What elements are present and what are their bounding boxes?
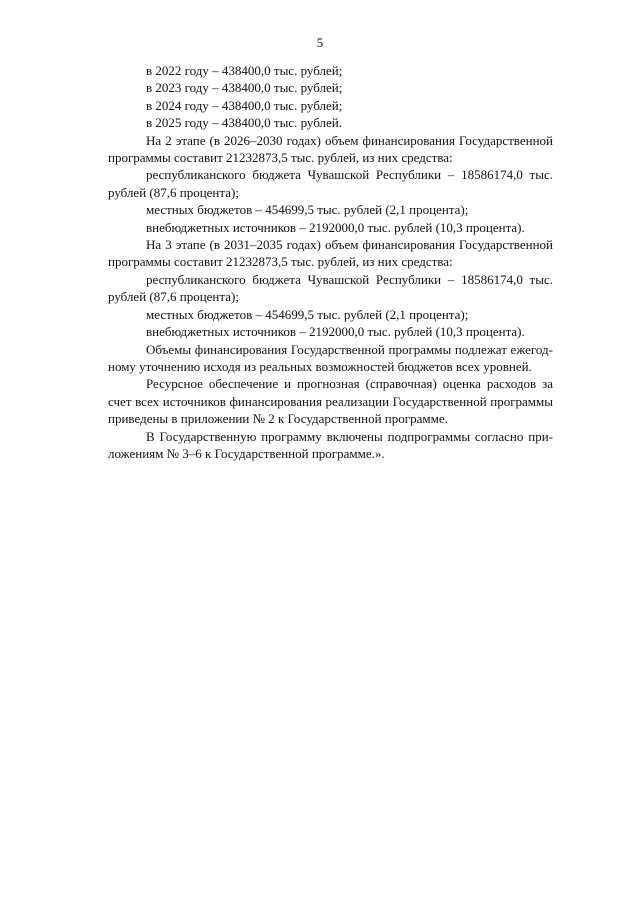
paragraph-stage-3-extrabudget: внебюджетных источников – 2192000,0 тыс. рублей (10,3 процента). <box>146 324 525 340</box>
paragraph-resource-support: Ресурсное обеспечение и прогнозная (справочная) оценка расходов за счет всех источников финансирования реализации Государственной программы приведены в приложении № 2 к Государственной программе. <box>108 376 553 427</box>
paragraph-funding-2023: в 2023 году – 438400,0 тыс. рублей; <box>146 80 343 96</box>
paragraph-stage-3-local: местных бюджетов – 454699,5 тыс. рублей (2,1 процента); <box>146 306 469 322</box>
paragraph-stage-3-republic: республиканского бюджета Чувашской Республики – 18586174,0 тыс. рублей (87,6 процента); <box>108 271 553 305</box>
paragraph-stage-2-republic: республиканского бюджета Чувашской Республики – 18586174,0 тыс. рублей (87,6 процента); <box>108 167 553 200</box>
paragraph-funding-2024: в 2024 году – 438400,0 тыс. рублей; <box>146 97 343 113</box>
paragraph-stage-2-local: местных бюджетов – 454699,5 тыс. рублей (2,1 процента); <box>146 202 469 218</box>
paragraph-funding-2025: в 2025 году – 438400,0 тыс. рублей. <box>146 115 342 131</box>
paragraph-annual-adjustment: Объемы финансирования Государственной программы подлежат ежегодному уточнению исходя из реальных возможностей бюджетов всех уровней. <box>108 341 553 374</box>
body-text <box>108 62 553 462</box>
paragraph-stage-2-extrabudget: внебюджетных источников – 2192000,0 тыс. рублей (10,3 процента). <box>146 219 525 235</box>
paragraph-stage-3-total: На 3 этапе (в 2031–2035 годах) объем финансирования Государственной программы составит 21232873,5 тыс. рублей, из них средства: <box>108 237 553 270</box>
paragraph-funding-2022: в 2022 году – 438400,0 тыс. рублей; <box>146 63 343 78</box>
paragraph-stage-2-total: На 2 этапе (в 2026–2030 годах) объем финансирования Государственной программы составит 21232873,5 тыс. рублей, из них средства: <box>108 132 553 166</box>
paragraph-subprograms: В Государственную программу включены подпрограммы согласно приложениям № 3–6 к Государственной программе.». <box>108 428 553 461</box>
page-number: 5 <box>316 35 324 50</box>
